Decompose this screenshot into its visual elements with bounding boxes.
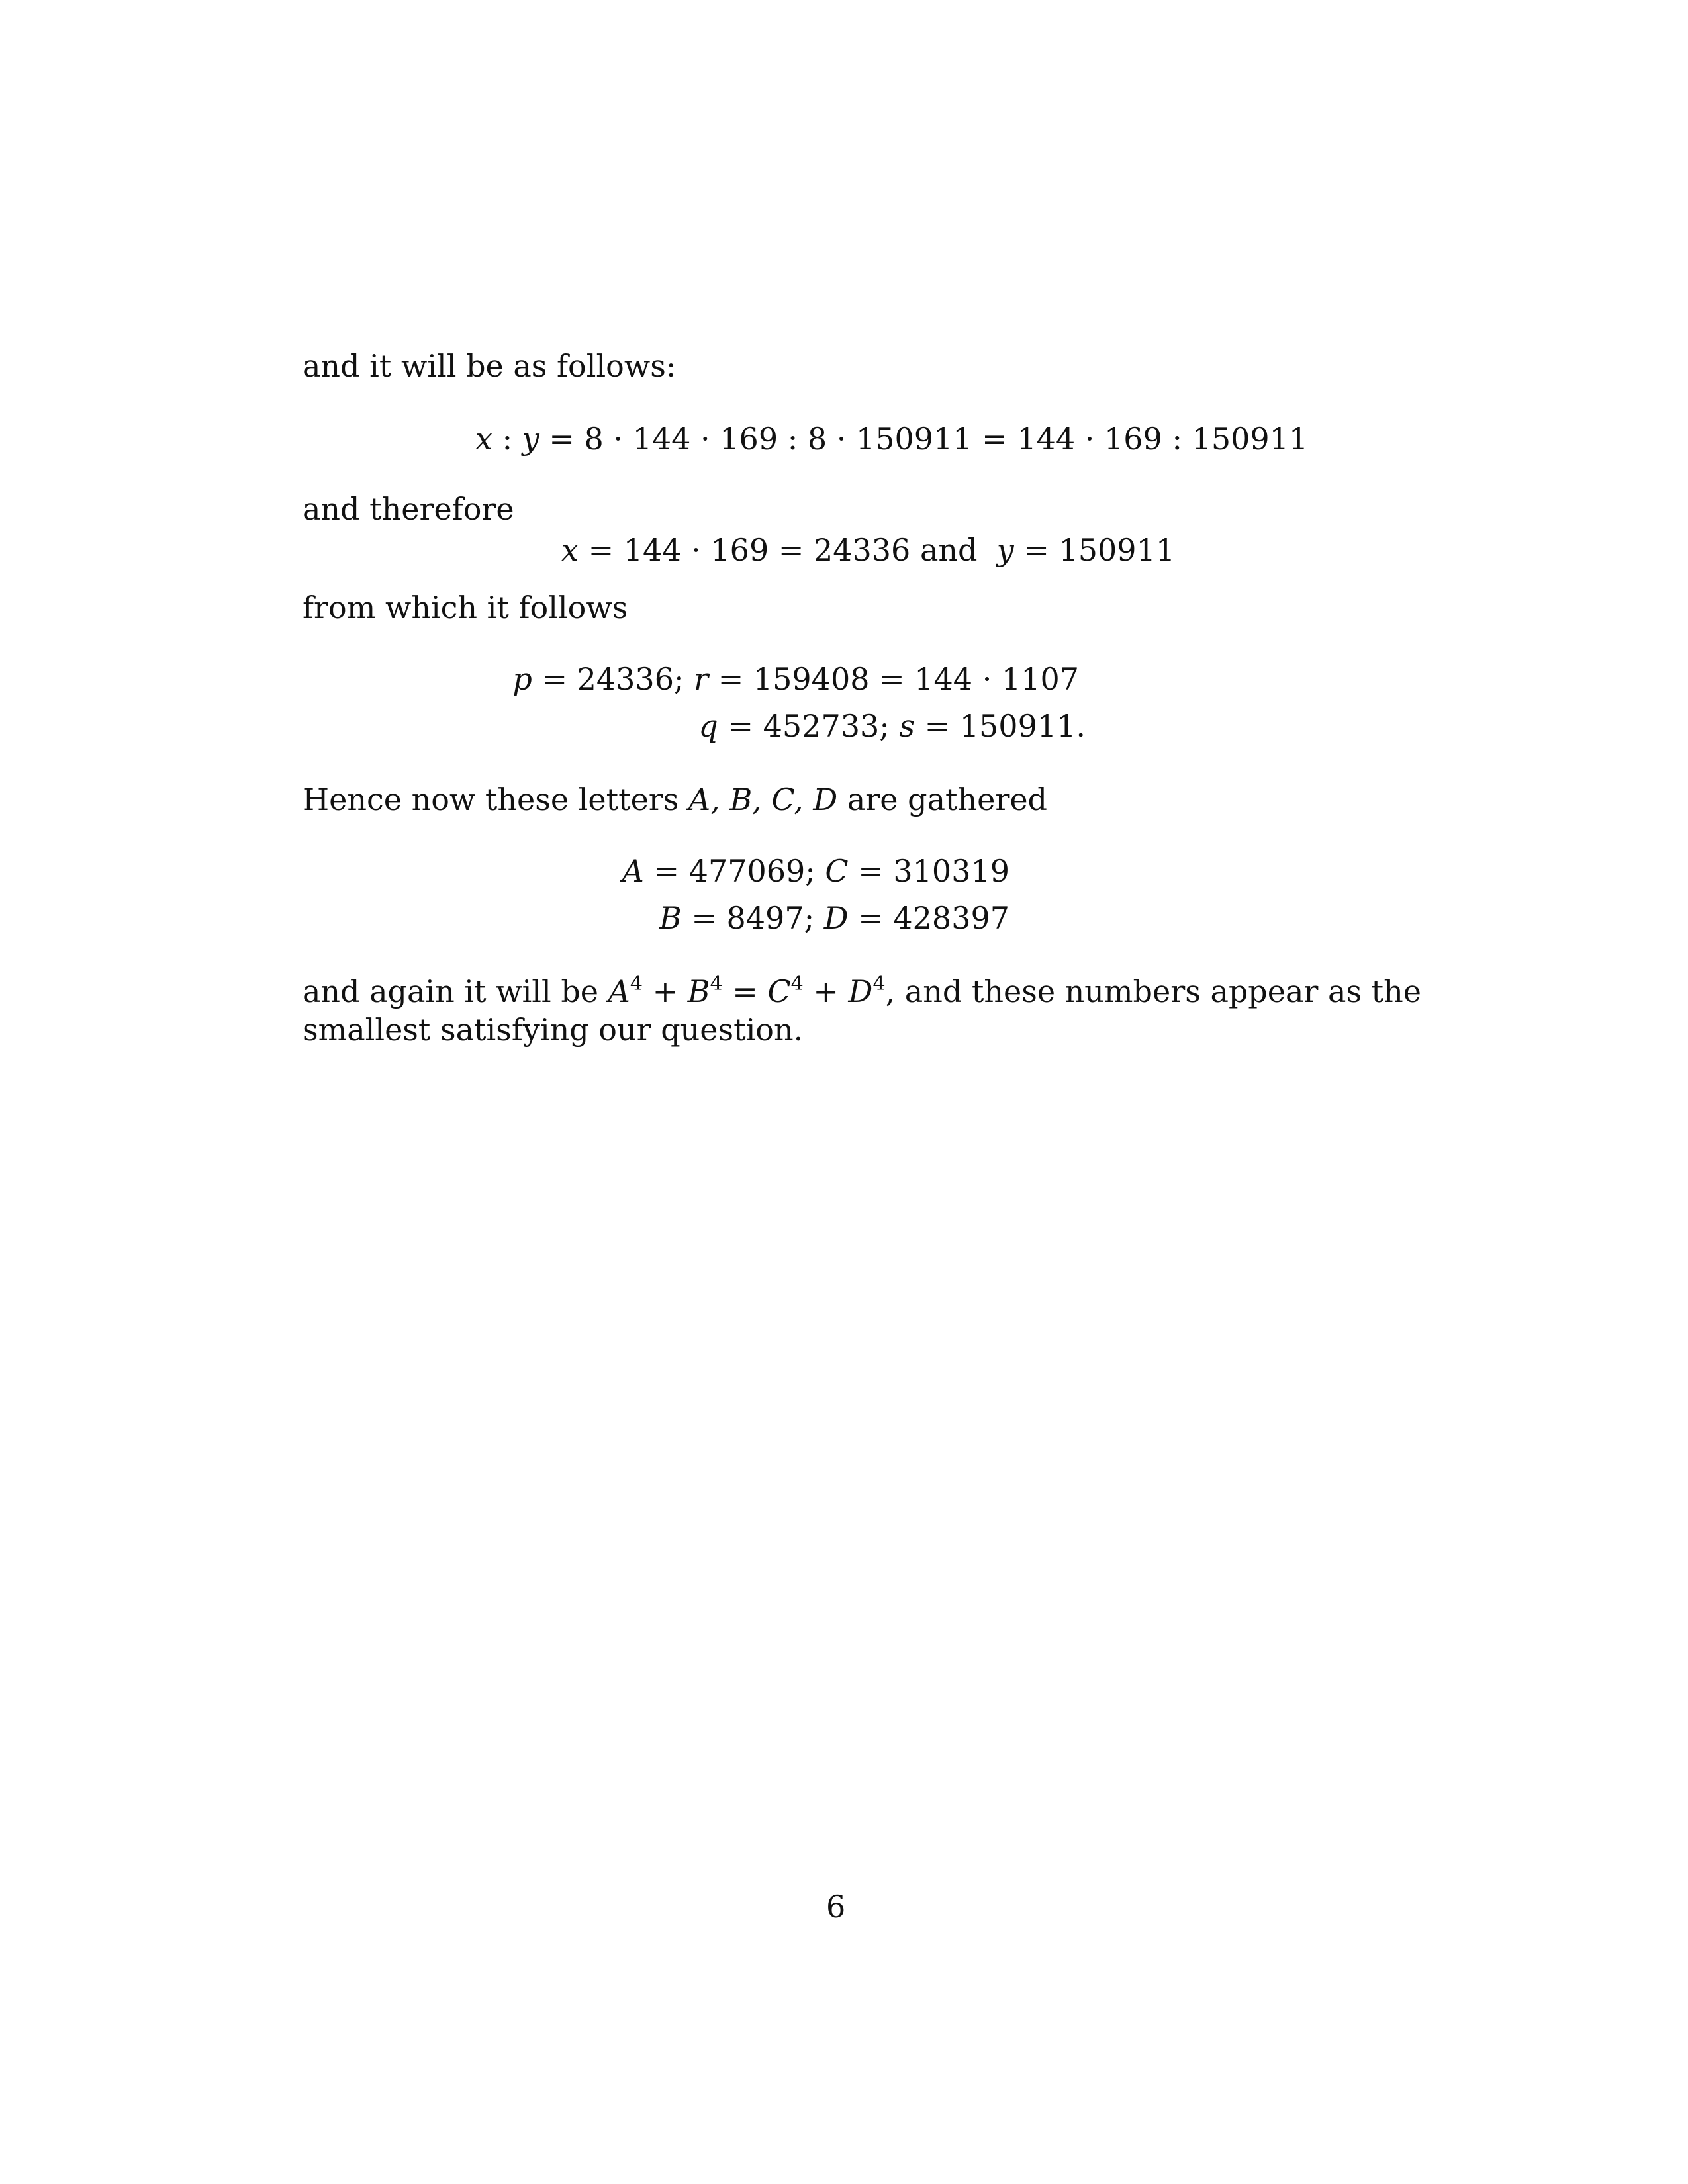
equation-ratio xyxy=(475,421,1309,457)
var-B: B xyxy=(659,900,682,936)
equation-ac xyxy=(622,853,1009,889)
page-number xyxy=(826,1889,846,1925)
paragraph-smallest xyxy=(303,1012,804,1048)
page-number-text: 6 xyxy=(826,1889,846,1925)
D-rhs: = 428397 xyxy=(848,900,1009,936)
A-rhs: = 477069; xyxy=(643,853,825,889)
exponent: 4 xyxy=(710,972,723,995)
var-r: r xyxy=(694,661,709,697)
var-s: s xyxy=(899,708,915,744)
C-rhs: = 310319 xyxy=(848,853,1009,889)
paragraph-therefore xyxy=(303,491,514,527)
equation-pr xyxy=(512,661,1079,697)
equation-xy xyxy=(561,532,1176,568)
var-D: D xyxy=(848,974,873,1009)
var-C: C xyxy=(825,853,849,889)
var-y: y xyxy=(522,421,539,457)
ratio-rhs: = 8 · 144 · 169 : 8 · 150911 = 144 · 169 : 150911 xyxy=(539,421,1309,457)
s-rhs: = 150911. xyxy=(914,708,1086,744)
var-y: y xyxy=(996,532,1014,568)
equation-bd xyxy=(659,900,1009,936)
x-rhs: = 144 · 169 = 24336 xyxy=(578,532,920,568)
B-rhs: = 8497; xyxy=(681,900,824,936)
var-x: x xyxy=(561,532,579,568)
plus-sign: + xyxy=(803,974,849,1009)
p-rhs: = 24336; xyxy=(532,661,694,697)
exponent: 4 xyxy=(790,972,804,995)
var-C: C xyxy=(767,974,791,1009)
q-rhs: = 452733; xyxy=(718,708,900,744)
var-p: p xyxy=(512,661,532,697)
var-D: D xyxy=(823,900,849,936)
var-A: A xyxy=(608,974,630,1009)
follows-text: from which it follows xyxy=(303,590,628,625)
letters-suffix: are gathered xyxy=(847,782,1047,817)
quartic-equation xyxy=(608,974,886,1009)
paragraph-conclusion xyxy=(303,972,1422,1009)
exponent: 4 xyxy=(872,972,886,995)
letters-list: A, B, C, D xyxy=(688,782,838,817)
plus-sign: + xyxy=(642,974,688,1009)
r-rhs: = 159408 = 144 · 1107 xyxy=(708,661,1079,697)
equals-sign: = xyxy=(722,974,768,1009)
and-word: and xyxy=(919,532,978,568)
intro-text: and it will be as follows: xyxy=(303,348,677,384)
smallest-text: smallest satisfying our question. xyxy=(303,1012,804,1048)
y-rhs: = 150911 xyxy=(1013,532,1176,568)
var-A: A xyxy=(622,853,644,889)
conclusion-suffix: , and these numbers appear as the xyxy=(885,974,1422,1009)
letters-prefix: Hence now these letters xyxy=(303,782,679,817)
paragraph-letters xyxy=(303,784,1047,815)
colon: : xyxy=(492,421,522,457)
equation-qs xyxy=(698,708,1086,744)
therefore-text: and therefore xyxy=(303,491,514,527)
paragraph-intro xyxy=(303,348,677,384)
var-x: x xyxy=(475,421,492,457)
var-q: q xyxy=(698,708,718,744)
paragraph-follows xyxy=(303,592,628,623)
exponent: 4 xyxy=(630,972,643,995)
conclusion-prefix: and again it will be xyxy=(303,974,598,1009)
var-B: B xyxy=(687,974,710,1009)
